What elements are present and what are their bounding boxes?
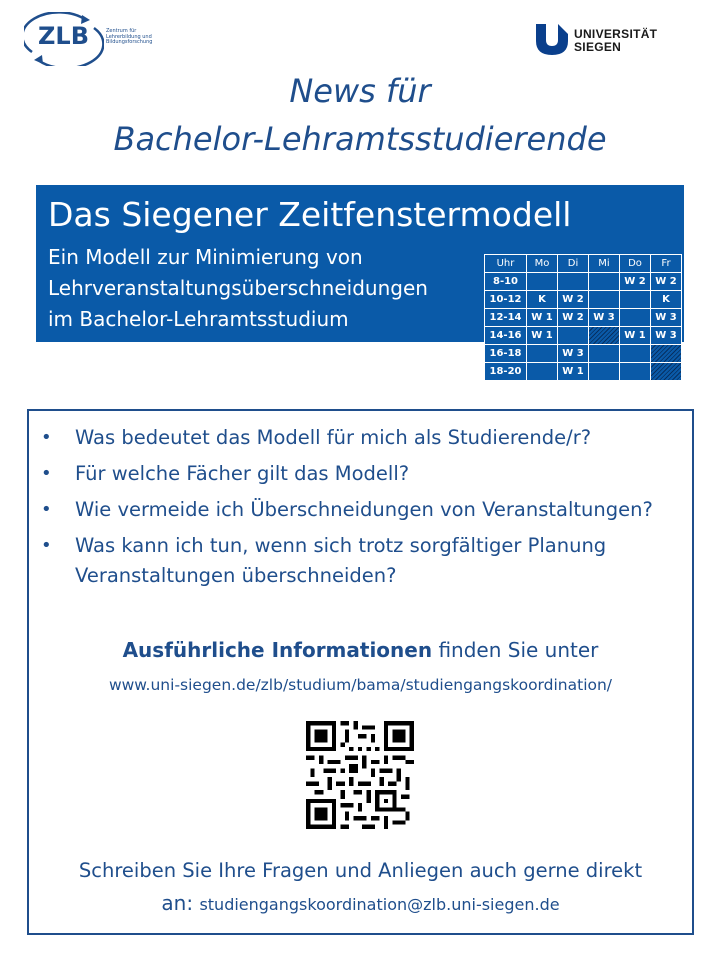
slot-cell: W 3	[651, 309, 682, 327]
column-header: Di	[558, 255, 589, 273]
time-cell: 8-10	[485, 273, 527, 291]
contact-line: Schreiben Sie Ihre Fragen und Anliegen auch gerne direkt	[78, 859, 643, 882]
qr-code-icon[interactable]	[306, 721, 414, 829]
slot-cell	[589, 345, 620, 363]
bullet-icon: •	[41, 463, 52, 484]
banner-line: Lehrveranstaltungsüberschneidungen	[48, 276, 428, 300]
slot-cell: W 3	[589, 309, 620, 327]
list-item	[29, 423, 692, 453]
zlb-abbr: ZLB	[38, 22, 89, 50]
slot-cell: K	[651, 291, 682, 309]
slot-cell: W 1	[620, 327, 651, 345]
table-header-row	[485, 255, 682, 273]
slot-cell: W 1	[527, 309, 558, 327]
slot-cell-hatched	[651, 363, 682, 381]
table-row	[485, 309, 682, 327]
time-cell: 16-18	[485, 345, 527, 363]
contact-email-link[interactable]: studiengangskoordination@zlb.uni-siegen.de	[199, 895, 560, 914]
slot-cell	[589, 291, 620, 309]
slot-cell: W 3	[558, 345, 589, 363]
table-row	[485, 273, 682, 291]
list-item	[29, 495, 692, 525]
column-header: Mi	[589, 255, 620, 273]
contact-email-line	[29, 891, 692, 915]
siegen-u-icon	[534, 20, 570, 56]
slot-cell: W 2	[620, 273, 651, 291]
list-item	[29, 459, 692, 489]
info-box	[27, 409, 694, 935]
table-row	[485, 345, 682, 363]
slot-cell: K	[527, 291, 558, 309]
slot-cell	[620, 291, 651, 309]
zlb-subtitle: Zentrum für Lehrerbildung und Bildungsforschung	[106, 28, 153, 45]
column-header: Uhr	[485, 255, 527, 273]
slot-cell	[527, 273, 558, 291]
bullet-icon: •	[41, 427, 52, 448]
slot-cell: W 1	[558, 363, 589, 381]
column-header: Do	[620, 255, 651, 273]
university-name: UNIVERSITÄT SIEGEN	[574, 27, 658, 54]
more-info-rest: finden Sie unter	[432, 638, 599, 662]
banner-line: im Bachelor-Lehramtsstudium	[48, 307, 349, 331]
question-text: Für welche Fächer gilt das Modell?	[75, 462, 410, 485]
slot-cell-hatched	[651, 345, 682, 363]
slot-cell: W 3	[651, 327, 682, 345]
slot-cell-hatched	[589, 327, 620, 345]
time-window-table	[484, 254, 682, 381]
slot-cell: W 2	[558, 291, 589, 309]
page-title-line2: Bachelor-Lehramtsstudierende	[113, 120, 607, 158]
university-siegen-logo	[534, 20, 674, 60]
slot-cell	[620, 345, 651, 363]
time-cell: 18-20	[485, 363, 527, 381]
table-row	[485, 291, 682, 309]
question-text: Was bedeutet das Modell für mich als Studierende/r?	[75, 426, 592, 449]
slot-cell	[620, 309, 651, 327]
time-cell: 12-14	[485, 309, 527, 327]
more-info-bold: Ausführliche Informationen	[122, 638, 433, 662]
info-url-link[interactable]: www.uni-siegen.de/zlb/studium/bama/studiengangskoordination/	[108, 676, 613, 694]
page-title-line1: News für	[289, 72, 431, 110]
banner-heading: Das Siegener Zeitfenstermodell	[48, 195, 572, 234]
table-row	[485, 327, 682, 345]
slot-cell	[527, 345, 558, 363]
question-text: Was kann ich tun, wenn sich trotz sorgfältiger Planung Veranstaltungen überschneiden?	[75, 534, 607, 587]
column-header: Mo	[527, 255, 558, 273]
question-list	[29, 423, 692, 597]
slot-cell	[558, 273, 589, 291]
list-item	[29, 531, 692, 591]
time-cell: 14-16	[485, 327, 527, 345]
contact-prefix: an:	[161, 891, 200, 915]
slot-cell: W 1	[527, 327, 558, 345]
slot-cell	[558, 327, 589, 345]
bullet-icon: •	[41, 499, 52, 520]
slot-cell	[589, 363, 620, 381]
slot-cell: W 2	[651, 273, 682, 291]
bullet-icon: •	[41, 535, 52, 556]
slot-cell	[527, 363, 558, 381]
question-text: Wie vermeide ich Überschneidungen von Veranstaltungen?	[75, 498, 653, 521]
table-row	[485, 363, 682, 381]
banner-line: Ein Modell zur Minimierung von	[48, 245, 363, 269]
slot-cell: W 2	[558, 309, 589, 327]
column-header: Fr	[651, 255, 682, 273]
slot-cell	[620, 363, 651, 381]
zlb-logo	[24, 10, 153, 66]
time-cell: 10-12	[485, 291, 527, 309]
slot-cell	[589, 273, 620, 291]
more-info-line	[29, 638, 692, 662]
